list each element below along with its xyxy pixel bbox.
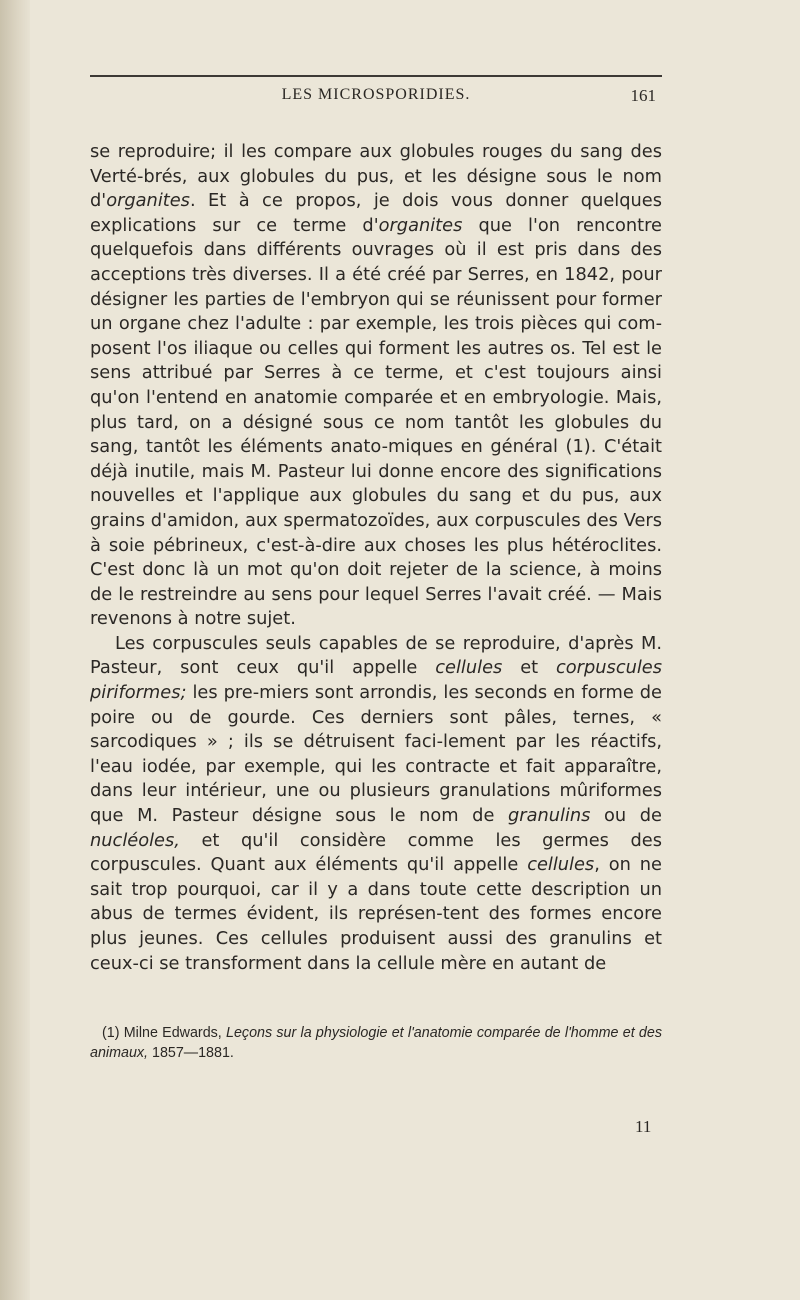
footnote-1: (1) Milne Edwards, Leçons sur la physiologie et l'anatomie comparée de l'homme et des animaux, 1857—1881. bbox=[90, 1025, 662, 1061]
signature-mark: 11 bbox=[635, 1117, 652, 1136]
running-head bbox=[90, 86, 662, 110]
paragraph-1: se reproduire; il les compare aux globules rouges du sang des Verté-brés, aux globules du pus, et les désigne sous le nom d'organites. Et à ce propos, je dois vous donner quelques explications sur ce terme d'organites que l'on rencontre quelquefois dans différents ouvrages où il est pris dans des acceptions très diverses. Il a été créé par Serres, en 1842, pour désigner les parties de l'embryon qui se réunissent pour former un organe chez l'adulte : par exemple, les trois pièces qui com-posent l'os iliaque ou celles qui forment les autres os. Tel est le sens attribué par Serres à ce terme, et c'est toujours ainsi qu'on l'entend en anatomie comparée et en embryologie. Mais, plus tard, on a désigné sous ce nom tantôt les globules du sang, tantôt les éléments anato-miques en général (1). C'était déjà inutile, mais M. Pasteur lui donne encore des significations nouvelles et l'applique aux globules du sang et du pus, aux grains d'amidon, aux spermatozoïdes, aux corpuscules des Vers à soie pébrineux, c'est-à-dire aux choses les plus hétéroclites. C'est donc là un mot qu'on doit rejeter de la science, à moins de le restreindre au sens pour lequel Serres l'avait créé. — Mais revenons à notre sujet. bbox=[90, 141, 662, 630]
running-title: LES MICROSPORIDIES. bbox=[281, 86, 471, 103]
body-text bbox=[90, 140, 662, 976]
book-spine-shadow bbox=[0, 0, 30, 1300]
header-rule bbox=[90, 75, 662, 77]
footnote bbox=[90, 1023, 662, 1063]
paragraph-2: Les corpuscules seuls capables de se reproduire, d'après M. Pasteur, sont ceux qu'il appelle cellules et corpuscules piriformes; les pre-miers sont arrondis, les seconds en forme de poire ou de gourde. Ces derniers sont pâles, ternes, « sarcodiques » ; ils se détruisent faci-lement par les réactifs, l'eau iodée, par exemple, qui les contracte et fait apparaître, dans leur intérieur, une ou plusieurs granulations mûriformes que M. Pasteur désigne sous le nom de granulins ou de nucléoles, et qu'il considère comme les germes des corpuscules. Quant aux éléments qu'il appelle cellules, on ne sait trop pourquoi, car il y a dans toute cette description un abus de termes évident, ils représen-tent des formes encore plus jeunes. Ces cellules produisent aussi des granulins et ceux-ci se transforment dans la cellule mère en autant de bbox=[90, 632, 663, 974]
page-number: 161 bbox=[630, 86, 656, 105]
